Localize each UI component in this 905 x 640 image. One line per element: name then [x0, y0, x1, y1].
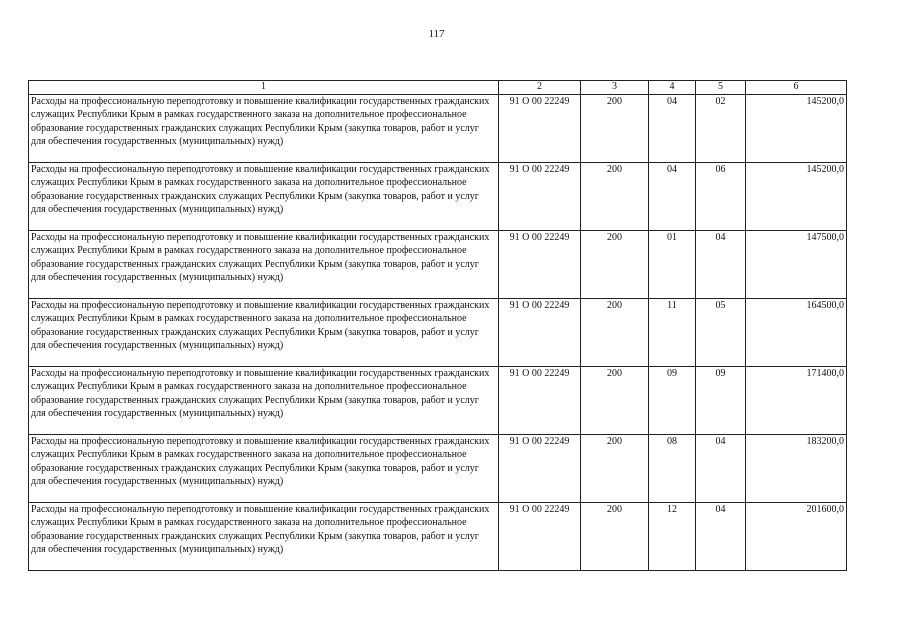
amount-cell: 201600,0	[746, 503, 847, 571]
subsection-cell: 04	[696, 231, 746, 299]
budget-table	[28, 80, 847, 571]
table-row	[29, 163, 847, 231]
subsection-cell: 04	[696, 435, 746, 503]
expense-type-cell: 200	[581, 163, 649, 231]
description-cell: Расходы на профессиональную переподготовку и повышение квалификации государственных гражданских служащих Республики Крым в рамках государственного заказа на дополнительное профессиональное образование государственных гражданских служащих Республики Крым (закупка товаров, работ и услуг для обеспечения государственных (муниципальных) нужд)	[29, 503, 499, 571]
section-cell: 08	[649, 435, 696, 503]
code-cell: 91 О 00 22249	[499, 163, 581, 231]
section-cell: 01	[649, 231, 696, 299]
table-row	[29, 95, 847, 163]
expense-type-cell: 200	[581, 299, 649, 367]
code-cell: 91 О 00 22249	[499, 367, 581, 435]
column-header-5: 5	[696, 81, 746, 95]
code-cell: 91 О 00 22249	[499, 435, 581, 503]
page-number: 117	[428, 28, 445, 40]
column-header-6: 6	[746, 81, 847, 95]
amount-cell: 171400,0	[746, 367, 847, 435]
code-cell: 91 О 00 22249	[499, 299, 581, 367]
expense-type-cell: 200	[581, 367, 649, 435]
subsection-cell: 04	[696, 503, 746, 571]
subsection-cell: 09	[696, 367, 746, 435]
description-cell: Расходы на профессиональную переподготовку и повышение квалификации государственных гражданских служащих Республики Крым в рамках государственного заказа на дополнительное профессиональное образование государственных гражданских служащих Республики Крым (закупка товаров, работ и услуг для обеспечения государственных (муниципальных) нужд)	[29, 95, 499, 163]
section-cell: 12	[649, 503, 696, 571]
table-row	[29, 435, 847, 503]
header-row	[29, 81, 847, 95]
section-cell: 09	[649, 367, 696, 435]
amount-cell: 145200,0	[746, 163, 847, 231]
description-cell: Расходы на профессиональную переподготовку и повышение квалификации государственных гражданских служащих Республики Крым в рамках государственного заказа на дополнительное профессиональное образование государственных гражданских служащих Республики Крым (закупка товаров, работ и услуг для обеспечения государственных (муниципальных) нужд)	[29, 163, 499, 231]
description-cell: Расходы на профессиональную переподготовку и повышение квалификации государственных гражданских служащих Республики Крым в рамках государственного заказа на дополнительное профессиональное образование государственных гражданских служащих Республики Крым (закупка товаров, работ и услуг для обеспечения государственных (муниципальных) нужд)	[29, 299, 499, 367]
description-cell: Расходы на профессиональную переподготовку и повышение квалификации государственных гражданских служащих Республики Крым в рамках государственного заказа на дополнительное профессиональное образование государственных гражданских служащих Республики Крым (закупка товаров, работ и услуг для обеспечения государственных (муниципальных) нужд)	[29, 367, 499, 435]
column-header-2: 2	[499, 81, 581, 95]
expense-type-cell: 200	[581, 95, 649, 163]
amount-cell: 147500,0	[746, 231, 847, 299]
code-cell: 91 О 00 22249	[499, 95, 581, 163]
section-cell: 11	[649, 299, 696, 367]
expense-type-cell: 200	[581, 231, 649, 299]
table-row	[29, 503, 847, 571]
code-cell: 91 О 00 22249	[499, 503, 581, 571]
section-cell: 04	[649, 163, 696, 231]
table-row	[29, 231, 847, 299]
subsection-cell: 02	[696, 95, 746, 163]
description-cell: Расходы на профессиональную переподготовку и повышение квалификации государственных гражданских служащих Республики Крым в рамках государственного заказа на дополнительное профессиональное образование государственных гражданских служащих Республики Крым (закупка товаров, работ и услуг для обеспечения государственных (муниципальных) нужд)	[29, 231, 499, 299]
amount-cell: 145200,0	[746, 95, 847, 163]
column-header-3: 3	[581, 81, 649, 95]
subsection-cell: 05	[696, 299, 746, 367]
table-row	[29, 367, 847, 435]
subsection-cell: 06	[696, 163, 746, 231]
amount-cell: 183200,0	[746, 435, 847, 503]
column-header-4: 4	[649, 81, 696, 95]
description-cell: Расходы на профессиональную переподготовку и повышение квалификации государственных гражданских служащих Республики Крым в рамках государственного заказа на дополнительное профессиональное образование государственных гражданских служащих Республики Крым (закупка товаров, работ и услуг для обеспечения государственных (муниципальных) нужд)	[29, 435, 499, 503]
amount-cell: 164500,0	[746, 299, 847, 367]
table-row	[29, 299, 847, 367]
code-cell: 91 О 00 22249	[499, 231, 581, 299]
expense-type-cell: 200	[581, 503, 649, 571]
expense-type-cell: 200	[581, 435, 649, 503]
section-cell: 04	[649, 95, 696, 163]
column-header-1: 1	[29, 81, 499, 95]
